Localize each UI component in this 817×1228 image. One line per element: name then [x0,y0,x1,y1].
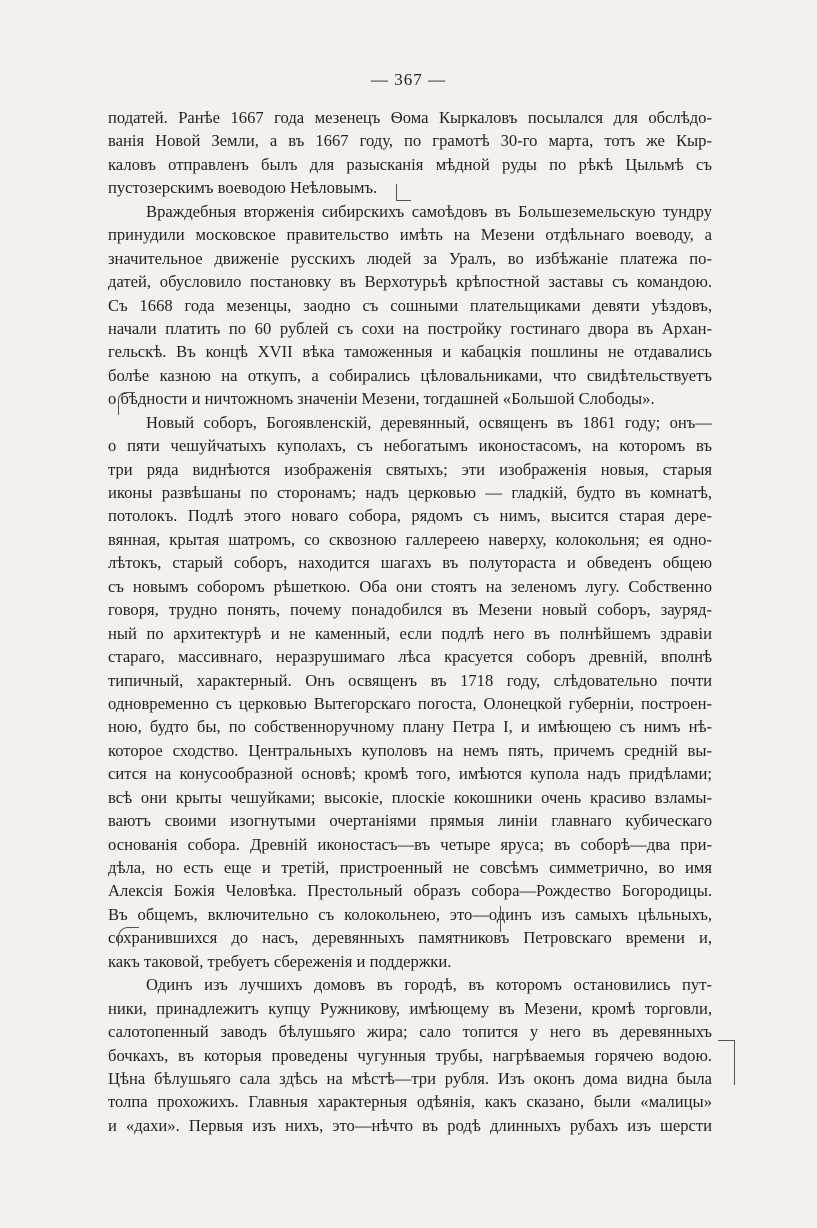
text-line: салотопенный заводъ бѣлушьяго жира; сало топится у него въ деревянныхъ [108,1022,712,1042]
text-line: ники, принадлежитъ купцу Ружникову, имѣющему въ Мезени, кромѣ торговли, [108,998,712,1018]
text-line: и «дахи». Первыя изъ нихъ, это—нѣчто въ родѣ длинныхъ рубахъ изъ шерсти [108,1115,712,1135]
text-line: о пяти чешуйчатыхъ куполахъ, съ небогатымъ иконостасомъ, на которомъ въ [108,436,712,456]
paragraph-4 [108,973,712,1137]
text-line: Новый соборъ, Богоявленскій, деревянный, освященъ въ 1861 году; онъ— [146,412,712,432]
paragraph-2 [108,200,712,411]
text-line: которое сходство. Центральныхъ куполовъ на немъ пять, причемъ средній вы- [108,740,712,760]
pencil-mark [718,1040,735,1085]
text-line: съ новымъ соборомъ рѣшеткою. Оба они стоятъ на зеленомъ лугу. Собственно [108,576,712,596]
pencil-mark [396,184,411,201]
text-line: каловъ отправленъ былъ для разысканія мѣдной руды по рѣкѣ Цыльмѣ съ [108,154,712,174]
text-line: болѣе казною на откупъ, а собирались цѣловальниками, что свидѣтельствуетъ [108,365,712,385]
text-line: Въ общемъ, включительно съ колокольнею, это—одинъ изъ самыхъ цѣльныхъ, [108,904,712,924]
paragraph-3 [108,411,712,974]
page-number: — 367 — [371,70,446,89]
text-line: пустозерскимъ воеводою Неѣловымъ. [108,178,378,198]
text-line: ною, будто бы, по собственноручному плану Петра I, и имѣющею съ нимъ нѣ- [108,717,712,737]
text-line: о бѣдности и ничтожномъ значеніи Мезени, тогдашней «Большой Слободы». [108,389,655,409]
text-line: значительное движеніе русскихъ людей за Уралъ, во избѣжаніе платежа по- [108,248,712,268]
text-line: вянная, крытая шатромъ, со сквозною галлереею наверху, колокольня; ея одно- [108,529,712,549]
text-line: начали платить по 60 рублей съ сохи на постройку гостинаго двора въ Архан- [108,318,712,338]
text-line: сится на конусообразной основѣ; кромѣ того, имѣются купола надъ придѣлами; [108,764,712,784]
text-line: ваютъ своими изогнутыми очертаніями прямыя линіи главнаго кубическаго [108,811,712,831]
text-line: дѣла, но есть еще и третій, пристроенный не совсѣмъ симметрично, во имя [108,858,712,877]
text-line: Алексія Божія Человѣка. Престольный образъ собора—Рождество Богородицы. [108,881,712,901]
text-line: Съ 1668 года мезенцы, заодно съ сошными плательщиками девяти уѣздовъ, [108,295,712,315]
text-line: ный по архитектурѣ и не каменный, если подлѣ него въ полнѣйшемъ здравіи [108,623,712,643]
text-line: толпа прохожихъ. Главныя характерныя одѣянія, какъ сказано, были «малицы» [108,1092,712,1112]
text-line: три ряда виднѣются изображенія святыхъ; эти изображенія новыя, старыя [108,459,712,479]
text-line: стараго, массивнаго, неразрушимаго лѣса красуется соборъ древній, вполнѣ [108,647,712,667]
pencil-mark [118,927,139,946]
text-line: датей, обусловило постановку въ Верхотурьѣ крѣпостной заставы съ командою. [108,272,712,292]
text-line: типичный, характерный. Онъ освященъ въ 1718 году, слѣдовательно почти [108,670,712,690]
text-line: Враждебныя вторженія сибирскихъ самоѣдовъ въ Большеземельскую тундру [146,201,712,221]
text-line: бочкахъ, въ которыя проведены чугунныя трубы, нагрѣваемыя горячею водою. [108,1045,712,1065]
pencil-mark [118,392,135,415]
pencil-mark [500,906,503,932]
text-line: основанія собора. Древній иконостасъ—въ четыре яруса; въ соборѣ—два при- [108,834,712,854]
text-line: принудили московское правительство имѣть на Мезени отдѣльнаго воеводу, а [108,225,712,245]
text-line: какъ таковой, требуетъ сбереженія и поддержки. [108,951,452,971]
text-line: одновременно съ церковью Вытегорскаго погоста, Олонецкой губерніи, построен- [108,693,712,713]
text-line: податей. Ранѣе 1667 года мезенецъ Ѳома Кыркаловъ посылался для обслѣдо- [108,108,712,127]
text-line: ванія Новой Земли, а въ 1667 году, по грамотѣ 30-го марта, тотъ же Кыр- [108,131,712,151]
text-body [108,106,712,1137]
text-line: лѣтокъ, старый соборъ, находится шагахъ въ полутораста и обведенъ общею [108,553,712,573]
text-line: гельскѣ. Въ концѣ XVII вѣка таможенныя и кабацкія пошлины не отдавались [108,342,712,362]
text-line: всѣ они крыты чешуйками; высокіе, плоскіе кокошники очень красиво взламы- [108,787,712,807]
text-line: говоря, трудно понять, почему понадобился въ Мезени новый соборъ, зауряд- [108,600,712,620]
text-line: Цѣна бѣлушьяго сала здѣсь на мѣстѣ—три рубля. Изъ оконъ дома видна была [108,1068,712,1088]
text-line: сохранившихся до насъ, деревянныхъ памятниковъ Петровскаго времени и, [108,928,712,948]
text-line: иконы развѣшаны по сторонамъ; надъ церковью — гладкій, будто въ комнатѣ, [108,483,712,502]
text-line: Одинъ изъ лучшихъ домовъ въ городѣ, въ которомъ остановились пут- [146,975,712,995]
text-line: потолокъ. Подлѣ этого новаго собора, рядомъ съ нимъ, высится старая дере- [108,506,712,526]
